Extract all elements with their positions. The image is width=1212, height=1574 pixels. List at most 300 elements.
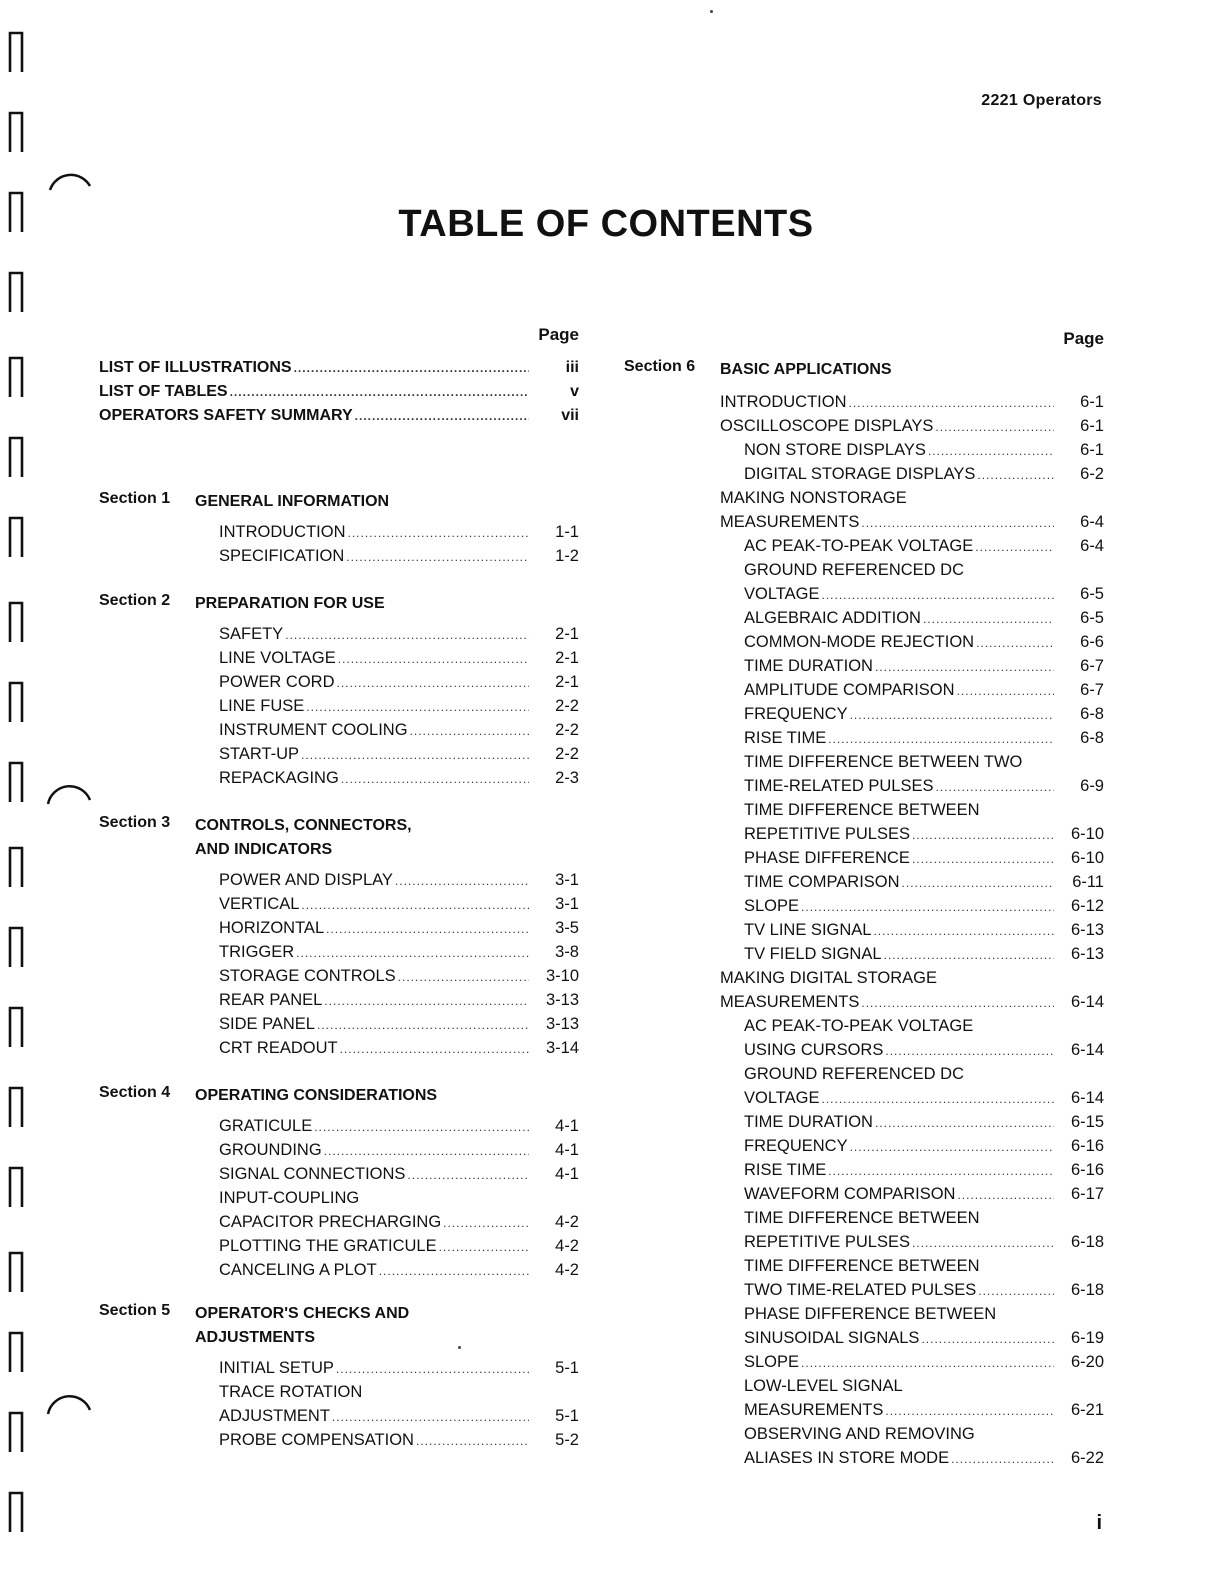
toc-entry <box>624 438 1104 462</box>
toc-entry <box>99 940 579 964</box>
dot-leader <box>875 655 1054 679</box>
toc-page-number: 3-1 <box>555 895 579 913</box>
dot-leader <box>348 521 530 545</box>
toc-page-number: 6-7 <box>1080 657 1104 675</box>
toc-entry-row <box>219 622 579 646</box>
dot-leader <box>935 775 1054 799</box>
toc-page-number: 6-1 <box>1080 393 1104 411</box>
toc-entry-label: CANCELING A PLOT <box>219 1261 377 1279</box>
section-block <box>99 490 579 568</box>
toc-entry <box>99 718 579 742</box>
toc-page-number: 5-1 <box>555 1407 579 1425</box>
toc-entry <box>624 918 1104 942</box>
toc-entry-label: HORIZONTAL <box>219 919 325 937</box>
binder-ring-icon <box>8 190 24 232</box>
toc-entry-label: INTRODUCTION <box>720 393 847 411</box>
dot-leader <box>341 767 529 791</box>
toc-entry-row <box>744 462 1104 486</box>
toc-entry <box>99 1380 579 1428</box>
dot-leader <box>443 1211 529 1235</box>
toc-entry-label: PROBE COMPENSATION <box>219 1431 414 1449</box>
toc-entry-label: AMPLITUDE COMPARISON <box>744 681 955 699</box>
toc-entry-label: ALIASES IN STORE MODE <box>744 1449 950 1467</box>
toc-entry-row <box>744 942 1104 966</box>
toc-page-number: 3-5 <box>555 919 579 937</box>
toc-entry-label: INSTRUMENT COOLING <box>219 721 408 739</box>
toc-entry-row <box>744 918 1104 942</box>
toc-entry-row <box>744 870 1104 894</box>
toc-entry-label: FREQUENCY <box>744 1137 848 1155</box>
dot-leader <box>336 1357 529 1381</box>
dot-leader <box>975 535 1054 559</box>
toc-entry-label: SIGNAL CONNECTIONS <box>219 1165 406 1183</box>
toc-entry <box>99 356 579 380</box>
toc-entry <box>99 1114 579 1138</box>
dot-leader <box>324 1139 529 1163</box>
toc-entry <box>624 1134 1104 1158</box>
toc-entry-label: LINE FUSE <box>219 697 305 715</box>
toc-entry <box>624 414 1104 438</box>
toc-entry-row <box>219 1356 579 1380</box>
toc-entry-label: POWER AND DISPLAY <box>219 871 393 889</box>
toc-entry-row <box>219 520 579 544</box>
toc-page-number: 4-1 <box>555 1165 579 1183</box>
toc-page-number: 6-9 <box>1080 777 1104 795</box>
toc-entry-row <box>744 1182 1104 1206</box>
running-header: 2221 Operators <box>981 92 1102 109</box>
dot-leader <box>912 1231 1054 1255</box>
binder-ring-icon <box>8 1250 24 1292</box>
toc-entry-row <box>219 868 579 892</box>
section-number: Section 2 <box>99 592 171 609</box>
toc-entry-label: WAVEFORM COMPARISON <box>744 1185 956 1203</box>
toc-entry-label: CRT READOUT <box>219 1039 338 1057</box>
toc-page-number: 6-10 <box>1070 825 1104 843</box>
toc-entry <box>99 404 579 428</box>
toc-entry-row <box>744 1038 1104 1062</box>
toc-entry-row <box>744 606 1104 630</box>
binder-ring-icon <box>8 760 24 802</box>
toc-entry <box>99 1356 579 1380</box>
toc-entry <box>624 702 1104 726</box>
toc-entry-label: PLOTTING THE GRATICULE <box>219 1237 437 1255</box>
toc-entry-row <box>744 1278 1104 1302</box>
section-title <box>195 490 579 514</box>
toc-entry <box>99 988 579 1012</box>
toc-entry-label: LIST OF ILLUSTRATIONS <box>99 359 292 376</box>
toc-entry-row <box>219 892 579 916</box>
dot-leader <box>873 919 1054 943</box>
binder-ring-icon <box>8 1490 24 1532</box>
toc-entry-label: MAKING NONSTORAGE <box>720 489 907 507</box>
toc-entry <box>99 1234 579 1258</box>
dot-leader <box>912 847 1054 871</box>
toc-page-number: 6-7 <box>1080 681 1104 699</box>
toc-entry <box>99 520 579 544</box>
toc-entry-row <box>744 702 1104 726</box>
dot-leader <box>957 679 1054 703</box>
toc-entry-row <box>744 774 1104 798</box>
toc-page-number: 6-16 <box>1070 1161 1104 1179</box>
page-column-header: Page <box>538 325 579 344</box>
dot-leader <box>296 941 529 965</box>
dot-leader <box>317 1013 529 1037</box>
toc-entry-label: SINUSOIDAL SIGNALS <box>744 1329 920 1347</box>
toc-entry <box>624 1422 1104 1470</box>
toc-entry-label: MEASUREMENTS <box>720 513 860 531</box>
toc-page-number: 2-2 <box>555 697 579 715</box>
toc-page-number: 6-13 <box>1070 945 1104 963</box>
dot-leader <box>410 719 529 743</box>
toc-entry <box>624 1374 1104 1422</box>
toc-page-number: 6-4 <box>1080 537 1104 555</box>
toc-entry-row <box>219 1162 579 1186</box>
toc-entry-row <box>744 1230 1104 1254</box>
section-title <box>195 814 579 862</box>
dot-leader <box>828 727 1054 751</box>
toc-page-number: 6-12 <box>1070 897 1104 915</box>
binder-ring-icon <box>8 30 24 72</box>
toc-entry <box>99 916 579 940</box>
section-title-line: AND INDICATORS <box>195 841 333 858</box>
dot-leader <box>921 1327 1054 1351</box>
toc-entry-row <box>219 1234 579 1258</box>
section-entries <box>99 520 579 568</box>
section-6-entries <box>624 390 1104 1470</box>
toc-page-number: 6-18 <box>1070 1233 1104 1251</box>
dot-leader <box>355 404 529 428</box>
toc-entry-row <box>744 1350 1104 1374</box>
section-title-line: PREPARATION FOR USE <box>195 595 385 612</box>
toc-page-number: 6-13 <box>1070 921 1104 939</box>
toc-entry-label: USING CURSORS <box>744 1041 884 1059</box>
toc-entry-label: SLOPE <box>744 1353 800 1371</box>
toc-entry-label: CAPACITOR PRECHARGING <box>219 1213 442 1231</box>
dot-leader <box>306 695 529 719</box>
toc-entry-label: SAFETY <box>219 625 284 643</box>
toc-entry-row <box>744 822 1104 846</box>
toc-entry-row <box>99 380 579 404</box>
dot-leader <box>301 893 529 917</box>
toc-page-number: 3-10 <box>545 967 579 985</box>
section-heading <box>99 490 579 514</box>
toc-entry-label: TV LINE SIGNAL <box>744 921 872 939</box>
dot-leader <box>923 607 1054 631</box>
toc-entry-label: ADJUSTMENT <box>219 1407 330 1425</box>
toc-entry-label: GRATICULE <box>219 1117 313 1135</box>
section-number: Section 4 <box>99 1084 171 1101</box>
toc-entry <box>624 1350 1104 1374</box>
dot-leader <box>801 895 1054 919</box>
toc-entry-row <box>219 1138 579 1162</box>
section-heading <box>624 358 1104 382</box>
toc-entry-label: VOLTAGE <box>744 1089 820 1107</box>
dot-leader <box>314 1115 529 1139</box>
toc-entry-row <box>219 940 579 964</box>
toc-entry-label: REAR PANEL <box>219 991 323 1009</box>
toc-entry-row <box>744 438 1104 462</box>
toc-entry-label: MEASUREMENTS <box>744 1401 884 1419</box>
toc-entry-row <box>219 1036 579 1060</box>
toc-entry <box>99 1258 579 1282</box>
toc-entry-row <box>744 1134 1104 1158</box>
section-title-line: GENERAL INFORMATION <box>195 493 390 510</box>
toc-page-number: 5-2 <box>555 1431 579 1449</box>
binder-ring-icon <box>8 680 24 722</box>
toc-entry <box>99 766 579 790</box>
toc-page-number: 6-10 <box>1070 849 1104 867</box>
toc-entry-label: TIME DIFFERENCE BETWEEN <box>744 1209 980 1227</box>
toc-page-number: 3-13 <box>545 991 579 1009</box>
toc-page-number: 4-2 <box>555 1213 579 1231</box>
toc-entry-row <box>99 356 579 380</box>
dot-leader <box>324 989 529 1013</box>
section-entries <box>99 868 579 1060</box>
dot-leader <box>294 356 529 380</box>
toc-entry <box>624 870 1104 894</box>
toc-entry-label: TIME DIFFERENCE BETWEEN <box>744 801 980 819</box>
binder-ring-icon <box>8 435 24 477</box>
toc-entry <box>624 678 1104 702</box>
toc-entry <box>624 390 1104 414</box>
toc-entry <box>99 964 579 988</box>
dot-leader <box>861 991 1054 1015</box>
dot-leader <box>957 1183 1054 1207</box>
toc-page-number: 6-17 <box>1070 1185 1104 1203</box>
dot-leader <box>332 1405 529 1429</box>
toc-page-number: 6-14 <box>1070 1089 1104 1107</box>
toc-page-number: 6-21 <box>1070 1401 1104 1419</box>
section-block <box>99 814 579 1060</box>
toc-entry <box>99 868 579 892</box>
toc-entry <box>624 1062 1104 1110</box>
toc-entry-row <box>219 964 579 988</box>
toc-entry-label: TRIGGER <box>219 943 295 961</box>
toc-entry-row <box>219 670 579 694</box>
toc-entry-label: VERTICAL <box>219 895 300 913</box>
toc-page-number: 4-2 <box>555 1237 579 1255</box>
section-title <box>195 592 579 616</box>
toc-entry-row <box>744 1326 1104 1350</box>
toc-entry-label: TV FIELD SIGNAL <box>744 945 882 963</box>
dot-leader <box>935 415 1054 439</box>
dot-leader <box>885 1399 1054 1423</box>
binder-ring-icon <box>8 1005 24 1047</box>
toc-entry-label: MEASUREMENTS <box>720 993 860 1011</box>
toc-entry-label: LINE VOLTAGE <box>219 649 336 667</box>
section-heading <box>99 1084 579 1108</box>
dot-leader <box>850 1135 1054 1159</box>
toc-page-number: 2-3 <box>555 769 579 787</box>
dot-leader <box>978 1279 1054 1303</box>
binder-ring-icon <box>8 1165 24 1207</box>
toc-page-number: v <box>570 383 579 400</box>
toc-entry-row <box>219 544 579 568</box>
binder-ring-icon <box>8 600 24 642</box>
toc-page-number: 6-16 <box>1070 1137 1104 1155</box>
toc-entry-label: SLOPE <box>744 897 800 915</box>
dot-leader <box>951 1447 1054 1471</box>
toc-entry <box>624 1110 1104 1134</box>
toc-entry <box>99 1428 579 1452</box>
toc-entry-label: POWER CORD <box>219 673 335 691</box>
toc-entry <box>99 1186 579 1234</box>
dot-leader <box>230 380 529 404</box>
section-title <box>195 1302 579 1350</box>
toc-page-number: 2-1 <box>555 673 579 691</box>
toc-entry-row <box>219 742 579 766</box>
toc-entry <box>624 534 1104 558</box>
toc-entry-row <box>219 1428 579 1452</box>
toc-entry-row <box>219 1210 579 1234</box>
toc-entry <box>624 798 1104 846</box>
toc-entry-label: DIGITAL STORAGE DISPLAYS <box>744 465 976 483</box>
toc-entry <box>624 894 1104 918</box>
dot-leader <box>884 943 1054 967</box>
toc-page-number: iii <box>565 359 579 376</box>
toc-entry-label: TRACE ROTATION <box>219 1383 363 1401</box>
toc-entry <box>624 1206 1104 1254</box>
toc-entry <box>624 1254 1104 1302</box>
toc-entry-label: VOLTAGE <box>744 585 820 603</box>
toc-page-number: 3-8 <box>555 943 579 961</box>
toc-page-number: 6-19 <box>1070 1329 1104 1347</box>
toc-entry-row <box>744 582 1104 606</box>
toc-entry-label: RISE TIME <box>744 729 827 747</box>
toc-entry-label: OBSERVING AND REMOVING <box>744 1425 975 1443</box>
dot-leader <box>301 743 529 767</box>
toc-entry-row <box>744 654 1104 678</box>
binder-ring-icon <box>8 1085 24 1127</box>
punch-hole-icon <box>44 150 96 202</box>
toc-entry-row <box>744 894 1104 918</box>
toc-entry-row <box>219 766 579 790</box>
binder-ring-icon <box>8 845 24 887</box>
toc-page-number: 3-1 <box>555 871 579 889</box>
toc-entry-row <box>219 1258 579 1282</box>
dot-leader <box>977 463 1054 487</box>
front-matter-list <box>99 356 579 428</box>
toc-entry-row <box>219 988 579 1012</box>
toc-entry-label: REPETITIVE PULSES <box>744 825 910 843</box>
section-heading <box>99 814 579 862</box>
dot-leader <box>395 869 529 893</box>
toc-entry-label: TIME COMPARISON <box>744 873 900 891</box>
toc-entry-label: TIME DIFFERENCE BETWEEN TWO <box>744 753 1023 771</box>
dot-leader <box>828 1159 1054 1183</box>
toc-page-number: 6-18 <box>1070 1281 1104 1299</box>
section-title-line: OPERATOR'S CHECKS AND <box>195 1305 410 1322</box>
toc-entry <box>624 558 1104 606</box>
dot-leader <box>928 439 1054 463</box>
toc-entry-row <box>720 990 1104 1014</box>
toc-entry-label: COMMON-MODE REJECTION <box>744 633 975 651</box>
toc-entry <box>624 726 1104 750</box>
toc-page-number: 3-14 <box>545 1039 579 1057</box>
toc-entry-label: GROUND REFERENCED DC <box>744 561 965 579</box>
toc-entry <box>624 1158 1104 1182</box>
toc-entry-label: PHASE DIFFERENCE BETWEEN <box>744 1305 997 1323</box>
section-6-block <box>624 358 1104 1470</box>
toc-entry-label: AC PEAK-TO-PEAK VOLTAGE <box>744 537 974 555</box>
scan-speck <box>458 1346 461 1349</box>
toc-entry <box>624 606 1104 630</box>
dot-leader <box>338 647 529 671</box>
toc-page-number: 3-13 <box>545 1015 579 1033</box>
toc-entry-label: INTRODUCTION <box>219 523 346 541</box>
toc-entry-label: GROUNDING <box>219 1141 322 1159</box>
toc-page-number: 2-1 <box>555 625 579 643</box>
toc-page-number: 6-6 <box>1080 633 1104 651</box>
dot-leader <box>407 1163 529 1187</box>
toc-page-number: 6-8 <box>1080 705 1104 723</box>
toc-entry-label: TIME-RELATED PULSES <box>744 777 934 795</box>
section-heading <box>99 592 579 616</box>
section-number: Section 5 <box>99 1302 171 1319</box>
dot-leader <box>850 703 1054 727</box>
dot-leader <box>379 1259 529 1283</box>
toc-page-number: 2-2 <box>555 721 579 739</box>
binder-ring-icon <box>8 355 24 397</box>
dot-leader <box>439 1235 529 1259</box>
toc-page-number: 2-2 <box>555 745 579 763</box>
toc-page-number: 6-15 <box>1070 1113 1104 1131</box>
toc-entry-row <box>219 1012 579 1036</box>
section-number: Section 3 <box>99 814 171 831</box>
toc-page-number: 1-1 <box>555 523 579 541</box>
dot-leader <box>416 1429 529 1453</box>
dot-leader <box>326 917 529 941</box>
toc-entry-label: SPECIFICATION <box>219 547 345 565</box>
toc-entry-row <box>720 414 1104 438</box>
toc-entry <box>99 646 579 670</box>
toc-entry-label: START-UP <box>219 745 300 763</box>
dot-leader <box>912 823 1054 847</box>
toc-entry-label: FREQUENCY <box>744 705 848 723</box>
dot-leader <box>875 1111 1054 1135</box>
toc-entry-label: REPETITIVE PULSES <box>744 1233 910 1251</box>
toc-entry-row <box>744 1086 1104 1110</box>
toc-entry-row <box>219 1114 579 1138</box>
toc-page-number: vii <box>561 407 579 424</box>
toc-entry <box>99 1036 579 1060</box>
toc-entry <box>624 486 1104 534</box>
toc-entry-label: NON STORE DISPLAYS <box>744 441 926 459</box>
toc-page-number: 2-1 <box>555 649 579 667</box>
toc-entry <box>624 942 1104 966</box>
toc-entry-row <box>720 510 1104 534</box>
binder-ring-icon <box>8 270 24 312</box>
section-title-line: CONTROLS, CONNECTORS, <box>195 817 412 834</box>
dot-leader <box>849 391 1055 415</box>
toc-entry-row <box>219 1404 579 1428</box>
toc-page-number: 6-1 <box>1080 441 1104 459</box>
section-entries <box>99 1114 579 1282</box>
toc-entry <box>624 846 1104 870</box>
toc-entry <box>99 742 579 766</box>
left-sections <box>99 490 579 1452</box>
toc-right-column <box>624 320 1104 1470</box>
section-entries <box>99 622 579 790</box>
toc-entry-row <box>219 694 579 718</box>
toc-entry <box>624 1302 1104 1350</box>
section-title-line: OPERATING CONSIDERATIONS <box>195 1087 438 1104</box>
toc-page-number: 6-11 <box>1072 873 1104 891</box>
toc-page-number: 6-14 <box>1070 993 1104 1011</box>
toc-entry-label: LOW-LEVEL SIGNAL <box>744 1377 903 1395</box>
toc-entry-label: REPACKAGING <box>219 769 339 787</box>
toc-entry-row <box>744 1446 1104 1470</box>
